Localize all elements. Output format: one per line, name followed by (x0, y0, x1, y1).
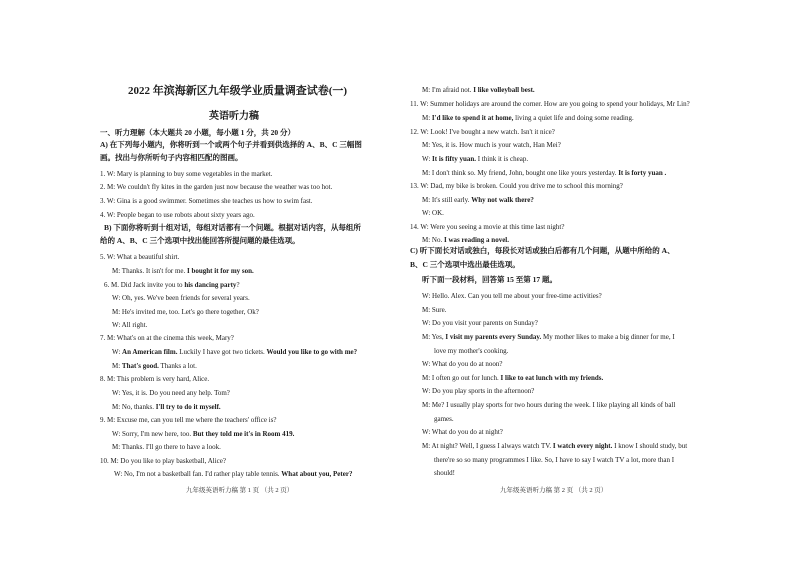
line-bold-text: I bought it for my son. (187, 267, 254, 275)
right_lines-line (422, 196, 534, 205)
line-text: W: Yes, it is. Do you need any help. Tom? (112, 389, 230, 397)
line-text-after: Luckily I have got two tickets. (177, 348, 267, 356)
right_lines-line (422, 209, 444, 218)
right_lines-line (410, 100, 690, 109)
line-text: 6. M. Did Jack invite you to (104, 281, 185, 289)
line-text: 画。找出与你所听句子内容相匹配的图画。 (100, 153, 243, 162)
line-text: 9. M: Excuse me, can you tell me where the teachers' office is? (100, 416, 277, 424)
line-text-after: My mother likes to make a big dinner for me, I (541, 333, 675, 341)
right_lines-line (422, 236, 509, 245)
line-text: M: (422, 114, 432, 122)
line-text: W: What do you do at night? (422, 428, 503, 436)
line-text: 2. M: We couldn't fly kites in the garden just now because the weather was too hot. (100, 183, 333, 191)
line-bold-text: I like to eat lunch with my friends. (500, 374, 604, 382)
right_lines-line (422, 275, 557, 285)
line-text: love my mother's cooking. (434, 347, 509, 355)
left_lines-line (112, 321, 147, 330)
page-subtitle: 英语听力稿 (209, 111, 259, 122)
line-text: should! (434, 469, 455, 477)
line-text: M: Sure. (422, 306, 447, 314)
footer-right: 九年级英语听力稿 第 2 页 （共 2 页） (500, 487, 608, 494)
right_lines-line (422, 114, 634, 123)
line-text: W: Do you visit your parents on Sunday? (422, 319, 538, 327)
line-text: M: It's still early. (422, 196, 472, 204)
line-text: 3. W: Gina is a good swimmer. Sometimes she teaches us how to swim fast. (100, 197, 313, 205)
left_lines-line (104, 223, 361, 233)
left_lines-line (100, 211, 255, 220)
right_lines-line (422, 319, 538, 328)
right_lines-line (422, 333, 675, 342)
line-bold-text: Why not walk there? (471, 196, 534, 204)
line-bold-text: It is forty yuan . (618, 169, 667, 177)
left_lines-line (112, 267, 254, 276)
line-text: 给的 A、B、C 三个选项中找出能回答所提问题的最佳选项。 (100, 236, 300, 245)
left_lines-line (112, 443, 221, 452)
line-text: M: Me? I usually play sports for two hours during the week. I like playing all kinds of ball (422, 401, 676, 409)
left_lines-line (114, 470, 352, 479)
line-text: M: He's invited me, too. Let's go there together, Ok? (112, 308, 259, 316)
line-text: W: All right. (112, 321, 148, 329)
left_lines-line (100, 183, 332, 192)
line-bold-text: I watch every night. (552, 442, 613, 450)
line-text: W: OK. (422, 209, 444, 217)
line-bold-text: I like volleyball best. (473, 86, 535, 94)
line-text: M: I'm afraid not. (422, 86, 474, 94)
left_lines-line (104, 281, 240, 290)
line-text: W: Do you play sports in the afternoon? (422, 387, 535, 395)
line-text: W: Sorry, I'm new here, too. (112, 430, 193, 438)
line-text: W: Oh, yes. We've been friends for several years. (112, 294, 250, 302)
line-text-after: living a quiet life and doing some reading. (513, 114, 634, 122)
left_lines-line (100, 457, 226, 466)
line-text: 4. W: People began to use robots about sixty years ago. (100, 211, 255, 219)
right_lines-line (434, 456, 674, 465)
right_lines-line (422, 292, 602, 301)
right_lines-line (410, 128, 555, 137)
right_lines-line (422, 155, 528, 164)
line-text: B) 下面你将听到十组对话，每组对话都有一个问题。根据对话内容，从每组所 (104, 223, 361, 232)
line-text: M: I don't think so. My friend, John, bought one like yours yesterday. (422, 169, 619, 177)
line-text-after: I know I should study, but (612, 442, 688, 450)
line-text: B、C 三个选项中选出最佳选项。 (410, 260, 520, 269)
line-text: 7. M: What's on at the cinema this week, Mary? (100, 334, 234, 342)
left_lines-line (112, 348, 357, 357)
line-text: A) 在下列每小题内，你将听到一个或两个句子并看到供选择的 A、B、C 三幅图 (100, 140, 362, 149)
left_lines-line (112, 389, 230, 398)
right_lines-line (410, 223, 564, 232)
line-text: M: Thanks. It isn't for me. (112, 267, 188, 275)
right_lines-line (434, 469, 455, 478)
line-text: C) 听下面长对话或独白，每段长对话或独白后都有几个问题，从题中所给的 A、 (410, 246, 675, 255)
line-text: 5. W: What a beautiful shirt. (100, 253, 180, 261)
line-bold-text: Would you like to go with me? (266, 348, 358, 356)
line-text: M: Yes, (422, 333, 446, 341)
left_lines-line (100, 170, 272, 179)
line-text: 14. W: Were you seeing a movie at this time last night? (410, 223, 565, 231)
right_lines-line (422, 428, 503, 437)
line-text: M: No. (422, 236, 444, 244)
line-text: W: What do you do at noon? (422, 360, 503, 368)
left_lines-line (100, 153, 243, 163)
right_lines-line (422, 387, 534, 396)
line-text: 8. M: This problem is very hard, Alice. (100, 375, 210, 383)
right_lines-line (434, 347, 508, 356)
line-text: W: (422, 155, 433, 163)
line-text: W: No, I'm not a basketball fan. I'd rather play table tennis. (114, 470, 282, 478)
line-text: 12. W: Look! I've bought a new watch. Isn't it nice? (410, 128, 555, 136)
left_lines-line (112, 430, 294, 439)
line-text: 13. W: Dad, my bike is broken. Could you drive me to school this morning? (410, 182, 623, 190)
left_lines-line (100, 128, 295, 138)
left_lines-line (112, 308, 259, 317)
line-bold-text: What about you, Peter? (281, 470, 353, 478)
line-text: 10. M: Do you like to play basketball, Alice? (100, 457, 226, 465)
line-text: there're so so many programmes I like. So, I have to say I watch TV a lot, more than I (434, 456, 675, 464)
line-text: M: Thanks. I'll go there to have a look. (112, 443, 221, 451)
line-bold-text: I was reading a novel. (443, 236, 510, 244)
line-text: 1. W: Mary is planning to buy some vegetables in the market. (100, 170, 273, 178)
line-bold-text: I visit my parents every Sunday. (445, 333, 542, 341)
line-bold-text: An American film. (122, 348, 178, 356)
line-bold-text: But they told me it's in Room 419. (192, 430, 295, 438)
page-title: 2022 年滨海新区九年级学业质量调查试卷(一) (128, 85, 348, 97)
line-text-after: ? (236, 281, 240, 289)
line-text: games. (434, 415, 454, 423)
line-bold-text: That's good. (121, 362, 159, 370)
line-text: M: At night? Well, I guess I always watch TV. (422, 442, 553, 450)
line-bold-text: It is fifty yuan. (432, 155, 476, 163)
left_lines-line (112, 403, 221, 412)
right_lines-line (410, 260, 520, 270)
left_lines-line (100, 253, 179, 262)
right_lines-line (422, 86, 535, 95)
left_lines-line (112, 294, 250, 303)
line-text: 11. W: Summer holidays are around the corner. How are you going to spend your holidays, Mr Lin? (410, 100, 690, 108)
left_lines-line (100, 140, 362, 150)
right_lines-line (422, 374, 603, 383)
left_lines-line (112, 362, 197, 371)
line-bold-text: I'll try to do it myself. (155, 403, 221, 411)
left_lines-line (100, 375, 209, 384)
line-text: M: I often go out for lunch. (422, 374, 501, 382)
line-text: 听下面一段材料，回答第 15 至第 17 题。 (422, 275, 557, 284)
left_lines-line (100, 236, 300, 246)
right_lines-line (410, 182, 623, 191)
right_lines-line (422, 442, 687, 451)
line-text-after: Thanks a lot. (158, 362, 197, 370)
right_lines-line (422, 169, 666, 178)
right_lines-line (422, 141, 561, 150)
left_lines-line (100, 416, 276, 425)
left_lines-line (100, 197, 313, 206)
right_lines-line (422, 401, 675, 410)
line-text: M: (112, 362, 122, 370)
right_lines-line (422, 306, 447, 315)
right_lines-line (410, 246, 675, 256)
right_lines-line (422, 360, 502, 369)
line-bold-text: his dancing party (184, 281, 237, 289)
line-bold-text: I'd like to spend it at home, (431, 114, 514, 122)
line-text: W: Hello. Alex. Can you tell me about your free-time activities? (422, 292, 602, 300)
line-text: M: No, thanks. (112, 403, 156, 411)
footer-left: 九年级英语听力稿 第 1 页 （共 2 页） (186, 487, 294, 494)
line-text: M: Yes, it is. How much is your watch, Han Mei? (422, 141, 561, 149)
line-text-after: I think it is cheap. (476, 155, 529, 163)
left_lines-line (100, 334, 234, 343)
right_lines-line (434, 415, 454, 424)
line-text: W: (112, 348, 123, 356)
line-text: 一、听力理解（本大题共 20 小题，每小题 1 分，共 20 分） (100, 128, 295, 137)
